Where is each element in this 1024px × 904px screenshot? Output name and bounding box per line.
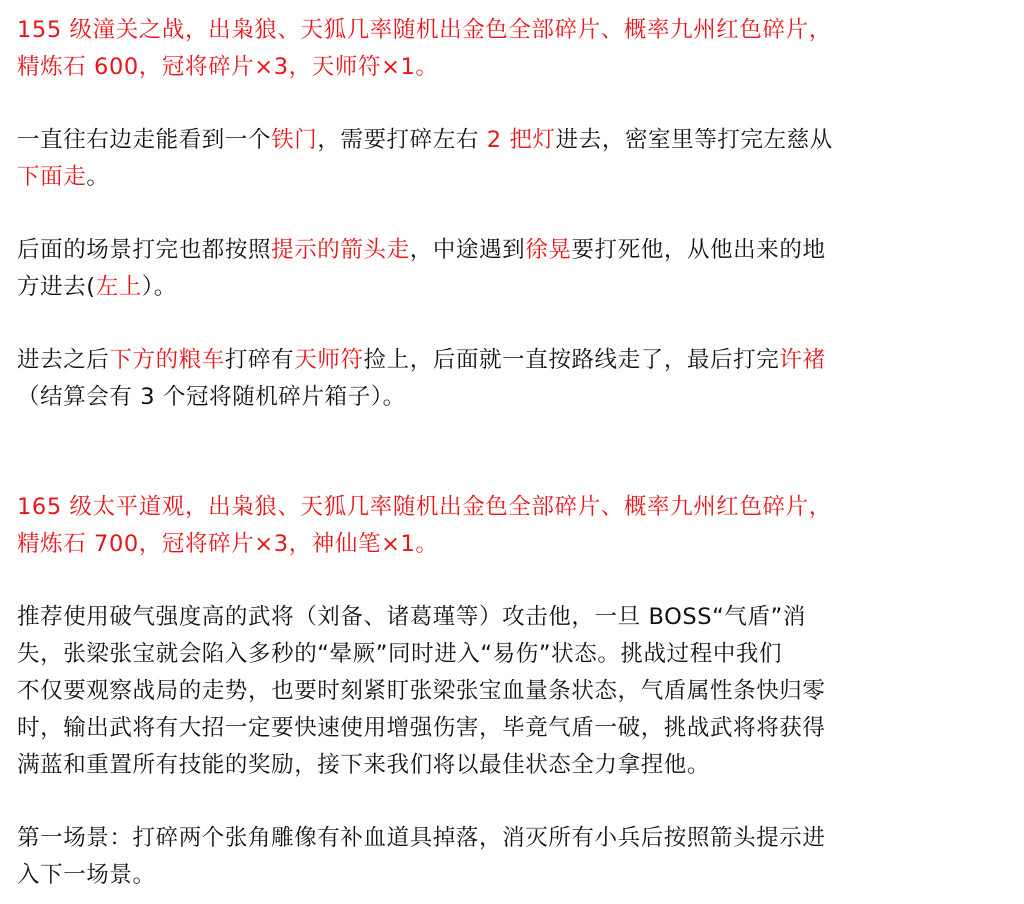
text-run: 打碎有 [224,347,295,373]
section-1-header-line-2: 精炼石 600，冠将碎片×3，天师符×1。 [17,54,439,80]
section-1-paragraph-3-line-1 [17,342,1002,379]
highlight-go-down: 下面走 [17,164,87,190]
section-2-paragraph-1-line-2: 失，张梁张宝就会陷入多秒的“晕厥”同时进入“易伤”状态。挑战过程中我们 [17,641,783,667]
section-1-paragraph-1-line-1 [17,122,1002,159]
text-run: 捡上，后面就一直按路线走了，最后打完 [363,347,780,373]
section-2-header [17,489,1002,563]
text-run: （结算会有 3 个冠将随机碎片箱子）。 [17,384,406,410]
text-run: 要打死他，从他出来的地 [571,237,826,263]
highlight-two-lamps: 2 把灯 [486,127,556,153]
highlight-iron-gate: 铁门 [271,127,318,153]
section-1-header-line-1: 155 级潼关之战，出枭狼、天狐几率随机出金色全部碎片、概率九州红色碎片， [17,17,832,43]
section-2-paragraph-1-line-1: 推荐使用破气强度高的武将（刘备、诸葛瑾等）攻击他，一旦 BOSS“气盾”消 [17,604,806,630]
highlight-grain-cart: 下方的粮车 [109,347,225,373]
section-1-header [17,12,1002,86]
section-2-paragraph-1-line-3: 不仅要观察战局的走势，也要时刻紧盯张梁张宝血量条状态，气盾属性条快归零 [17,678,826,704]
section-1-paragraph-3 [17,342,1002,416]
highlight-top-left: 左上 [95,274,142,300]
highlight-xu-chu: 许褚 [779,347,826,373]
section-2-header-line-1: 165 级太平道观，出枭狼、天狐几率随机出金色全部碎片、概率九州红色碎片， [17,494,832,520]
text-run: 进去，密室里等打完左慈从 [555,127,833,153]
section-2-paragraph-1-line-5: 满蓝和重置所有技能的奖励，接下来我们将以最佳状态全力拿捏他。 [17,752,711,778]
text-run: ，需要打碎左右 [317,127,487,153]
text-run: 进去之后 [17,347,110,373]
section-2-paragraph-2 [17,820,1002,894]
section-1-paragraph-2-line-2 [17,269,1002,306]
highlight-follow-arrow: 提示的箭头走 [271,237,410,263]
section-2-paragraph-2-line-2: 入下一场景。 [17,862,156,888]
text-run: 方进去( [17,274,96,300]
text-run: ）。 [141,274,177,300]
text-run: 。 [86,164,110,190]
section-1-paragraph-2 [17,232,1002,306]
section-1-paragraph-2-line-1 [17,232,1002,269]
section-1-paragraph-1 [17,122,1002,196]
highlight-talisman: 天师符 [294,347,364,373]
section-1-paragraph-3-line-2 [17,379,1002,416]
text-run: 一直往右边走能看到一个 [17,127,272,153]
text-run: ，中途遇到 [409,237,526,263]
text-run: 后面的场景打完也都按照 [17,237,272,263]
section-2-paragraph-2-line-1: 第一场景：打碎两个张角雕像有补血道具掉落，消灭所有小兵后按照箭头提示进 [17,825,826,851]
section-2-header-line-2: 精炼石 700，冠将碎片×3，神仙笔×1。 [17,531,439,557]
highlight-xu-huang: 徐晃 [525,237,572,263]
section-2-paragraph-1-line-4: 时，输出武将有大招一定要快速使用增强伤害，毕竟气盾一破，挑战武将将获得 [17,715,826,741]
section-2-paragraph-1 [17,599,1002,784]
section-1-paragraph-1-line-2 [17,159,1002,196]
